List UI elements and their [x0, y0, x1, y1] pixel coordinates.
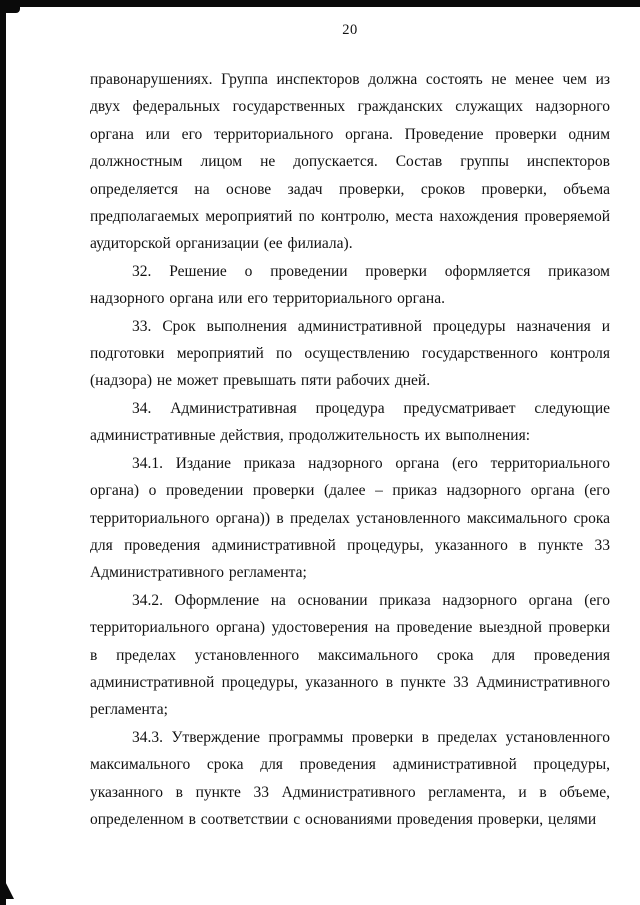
- paragraph-item-33: 33. Срок выполнения административной процедуры назначения и подготовки мероприятий по осуществлению государственного контроля (надзора) не может превышать пяти рабочих дней.: [90, 317, 610, 390]
- document-body-text: [90, 66, 610, 833]
- scan-corner-top-left: [0, 0, 20, 13]
- scan-edge-left: [0, 0, 6, 905]
- paragraph-continuation: правонарушениях. Группа инспекторов должна состоять не менее чем из двух федеральных государственных гражданских служащих надзорного органа или его территориального органа. Проведение проверки одним должностным лицом не допускается. Состав группы инспекторов определяется на основе задач проверки, сроков проверки, объема предполагаемых мероприятий по контролю, места нахождения проверяемой аудиторской организации (ее филиала).: [90, 71, 610, 253]
- paragraph-item-34-3: 34.3. Утверждение программы проверки в пределах установленного максимального срока для проведения административной процедуры, указанного в пункте 33 Административного регламента, и в объеме, определенном в соответствии с основаниями проведения проверки, целями: [90, 728, 610, 828]
- paragraph-item-34: 34. Административная процедура предусматривает следующие административные действия, продолжительность их выполнения:: [90, 399, 610, 445]
- paragraph-item-34-2: 34.2. Оформление на основании приказа надзорного органа (его территориального органа) удостоверения на проведение выездной проверки в пределах установленного максимального срока для проведения административной процедуры, указанного в пункте 33 Административного регламента;: [90, 591, 610, 719]
- paragraph-item-34-1: 34.1. Издание приказа надзорного органа (его территориального органа) о проведении проверки (далее – приказ надзорного органа (его территориального органа)) в пределах установленного максимального срока для проведения административной процедуры, указанного в пункте 33 Административного регламента;: [90, 454, 610, 582]
- paragraph-item-32: 32. Решение о проведении проверки оформляется приказом надзорного органа или его территориального органа.: [90, 262, 610, 308]
- scan-edge-top: [0, 0, 640, 7]
- page-number: 20: [342, 22, 358, 38]
